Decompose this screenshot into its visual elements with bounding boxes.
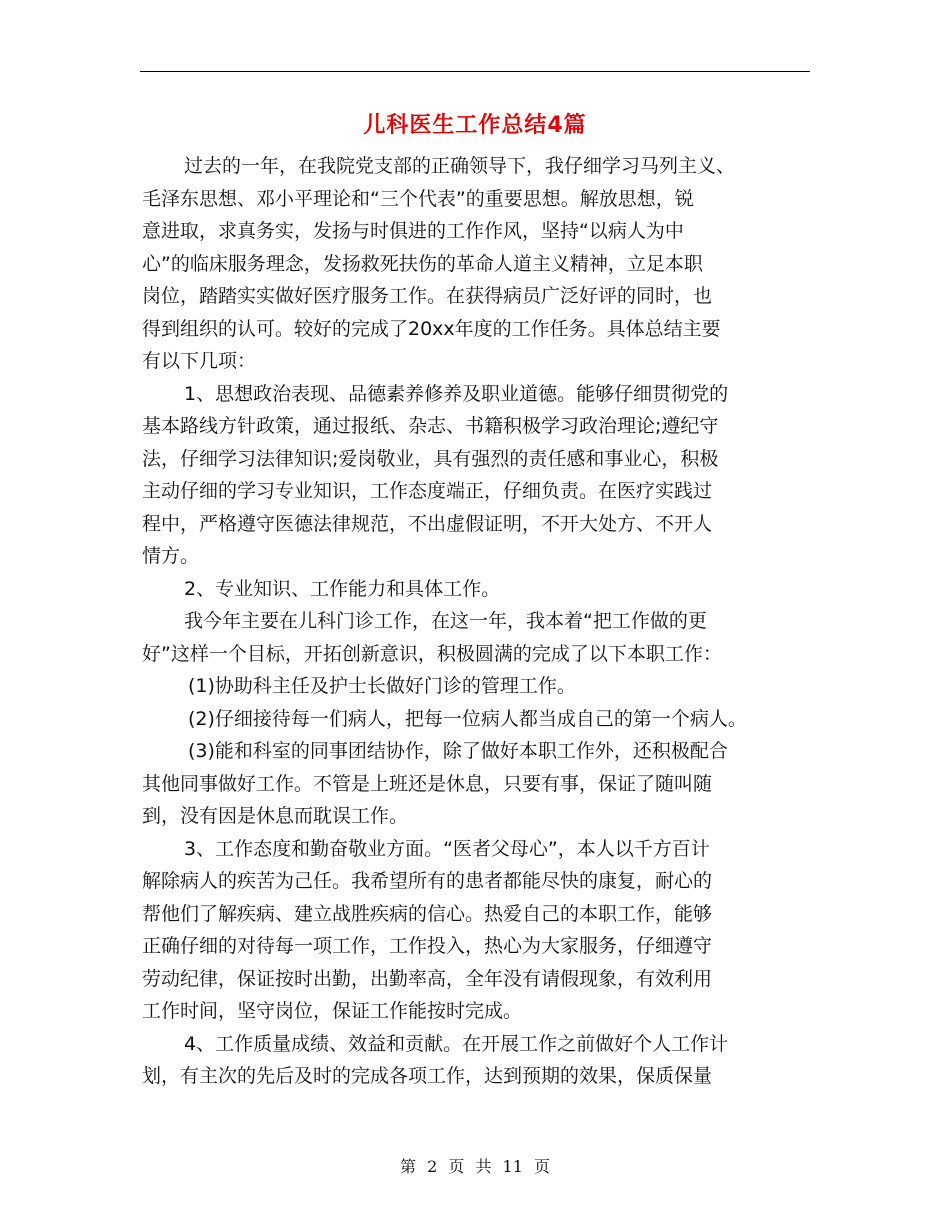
paragraph-line: 4、工作质量成绩、效益和贡献。在开展工作之前做好个人工作计: [184, 1032, 729, 1055]
paragraph-line: 解除病人的疾苦为己任。我希望所有的患者都能尽快的康复，耐心的: [142, 870, 713, 892]
document-title: 儿科医生工作总结4篇: [363, 113, 587, 138]
paragraph-line: 好”这样一个目标，开拓创新意识，积极圆满的完成了以下本职工作：: [142, 642, 722, 665]
paragraph-line: 工作时间，坚守岗位，保证工作能按时完成。: [142, 1000, 523, 1022]
paragraph-line: (2)仔细接待每一们病人，把每一位病人都当成自己的第一个病人。: [188, 707, 747, 730]
paragraph-line: 情方。: [142, 545, 200, 567]
paragraph-line: 基本路线方针政策，通过报纸、杂志、书籍积极学习政治理论;遵纪守: [142, 415, 719, 437]
paragraph-line: 法，仔细学习法律知识;爱岗敬业，具有强烈的责任感和事业心，积极: [142, 447, 719, 470]
paragraph-line: 3、工作态度和勤奋敬业方面。“医者父母心”，本人以千方百计: [184, 837, 710, 860]
paragraph-line: 正确仔细的对待每一项工作，工作投入，热心为大家服务，仔细遵守: [142, 935, 713, 957]
paragraph-line: 劳动纪律，保证按时出勤，出勤率高，全年没有请假现象，有效利用: [142, 967, 713, 990]
paragraph-line: 程中，严格遵守医德法律规范，不出虚假证明，不开大处方、不开人: [142, 512, 713, 535]
paragraph-line: 得到组织的认可。较好的完成了20xx年度的工作任务。具体总结主要: [142, 317, 721, 340]
paragraph-line: (1)协助科主任及护士长做好门诊的管理工作。: [188, 675, 576, 697]
paragraph-line: (3)能和科室的同事团结协作，除了做好本职工作外，还积极配合: [188, 740, 728, 762]
paragraph-line: 1、思想政治表现、品德素养修养及职业道德。能够仔细贯彻党的: [184, 382, 729, 405]
paragraph-line: 岗位，踏踏实实做好医疗服务工作。在获得病员广泛好评的同时，也: [142, 285, 713, 307]
paragraph-line: 到，没有因是休息而耽误工作。: [142, 805, 409, 827]
paragraph-line: 我今年主要在儿科门诊工作，在这一年，我本着“把工作做的更: [184, 610, 707, 632]
paragraph-line: 意进取，求真务实，发扬与时俱进的工作作风，坚持“以病人为中: [142, 220, 684, 242]
paragraph-line: 主动仔细的学习专业知识，工作态度端正，仔细负责。在医疗实践过: [142, 480, 713, 502]
paragraph-line: 帮他们了解疾病、建立战胜疾病的信心。热爱自己的本职工作，能够: [142, 902, 713, 925]
paragraph-line: 过去的一年，在我院党支部的正确领导下，我仔细学习马列主义、: [184, 155, 736, 177]
paragraph-line: 2、专业知识、工作能力和具体工作。: [184, 577, 501, 600]
paragraph-line: 心”的临床服务理念，发扬救死扶伤的革命人道主义精神，立足本职: [142, 252, 703, 275]
page-footer: 第 2 页 共 11 页: [400, 1157, 550, 1176]
paragraph-line: 有以下几项：: [142, 350, 257, 372]
paragraph-line: 其他同事做好工作。不管是上班还是休息，只要有事，保证了随叫随: [142, 772, 713, 795]
paragraph-line: 毛泽东思想、邓小平理论和“三个代表”的重要思想。解放思想，锐: [142, 187, 694, 210]
paragraph-line: 划，有主次的先后及时的完成各项工作，达到预期的效果，保质保量: [142, 1065, 713, 1087]
header-rule: [140, 71, 810, 72]
document-body: [142, 150, 814, 1093]
